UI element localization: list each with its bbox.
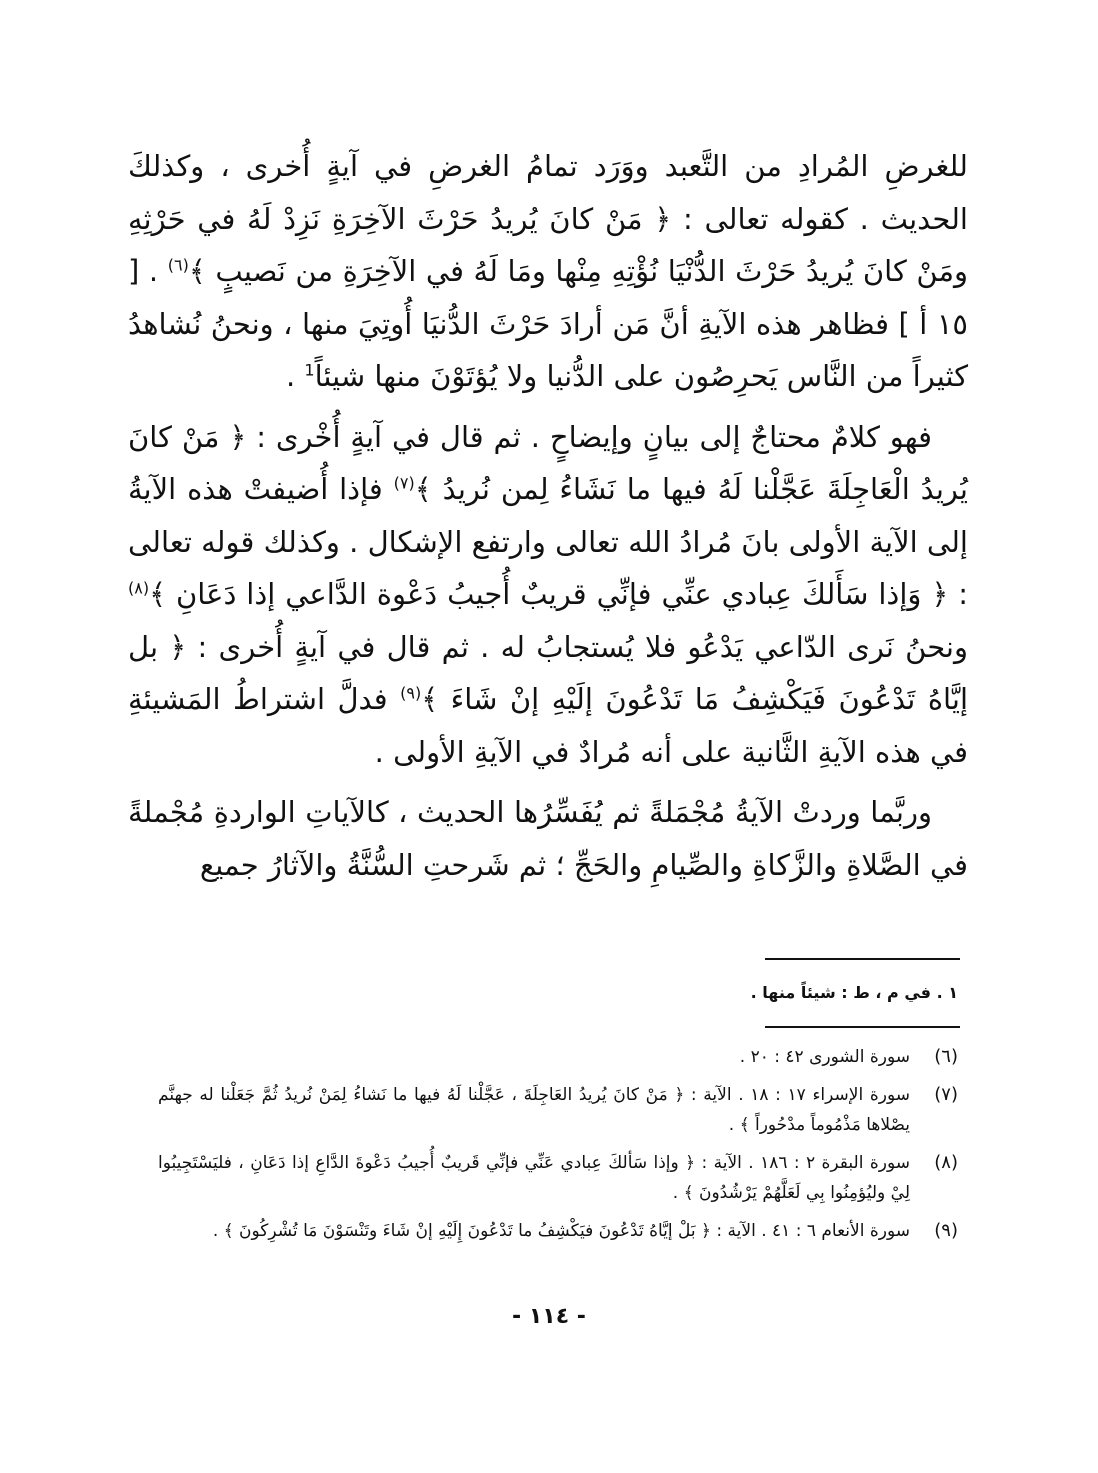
footnote-text: سورة البقرة ٢ : ١٨٦ . الآية : ﴿ وإذا سَألكَ عِبادي عَنِّي فإنِّي قَريبٌ أُجيبُ دَعْوةَ الدَّاعِ إذا دَعَانِ ، فليَسْتَجِيبُوا لِيْ وليُؤمِنُوا بِي لَعَلَّهُمْ يَرْشُدُونَ ﴾ .	[158, 1153, 910, 1203]
footnotes-separator	[765, 1026, 960, 1028]
footnote-ref-7: (٧)	[393, 473, 415, 493]
footnote-text: سورة الأنعام ٦ : ٤١ . الآية : ﴿ بَلْ إيَّاهُ تَدْعُونَ فيَكْشِفُ ما تَدْعُونَ إِلَيْهِ إنْ شَاءَ وتَنْسَوْنَ مَا تُشْرِكُونَ ﴾ .	[212, 1221, 910, 1241]
paragraph-2-text-b: فإذا أُضيفتْ هذه الآيةُ إلى الآية الأولى بانَ مُرادُ الله تعالى وارتفع الإشكال . وكذلك قوله تعالى : ﴿ وَإذا سَأَلكَ عِبادي عنِّي فإنِّي قريبٌ أُجيبُ دَعْوة الدَّاعي إذا دَعَانِ ﴾	[128, 472, 968, 611]
page-number: - ١١٤ -	[512, 1304, 586, 1329]
footnote-ref-6: (٦)	[167, 255, 189, 275]
footnote-number: (٩)	[934, 1220, 958, 1241]
tahqiq-separator	[765, 958, 960, 960]
paragraph-1-text-b: . [ ١٥ أ ] فظاهر هذه الآيةِ أنَّ مَن أرادَ حَرْثَ الدُّنيَا أُوتِيَ منها ، ونحنُ نُشاهدُ كثيراً من النَّاس يَحرِصُون على الدُّنيا ولا يُؤتَوْنَ منها شيئاً	[128, 254, 968, 393]
footnote-item	[158, 1042, 958, 1072]
paragraph-2-text-a: فهو كلامٌ محتاجٌ إلى بيانٍ وإيضاحٍ . ثم قال في آيةٍ أُخْرى : ﴿ مَنْ كانَ يُريدُ الْعَاجِلَةَ عَجَّلْنا لَهُ فيها ما نَشَاءُ لِمن نُريدُ ﴾	[128, 419, 969, 506]
footnote-ref-8: (٨)	[128, 578, 150, 598]
footnotes	[158, 1042, 958, 1254]
footnote-number: (٧)	[934, 1084, 958, 1105]
footnote-item	[158, 1080, 958, 1140]
footnote-number: (٦)	[934, 1046, 958, 1067]
footnote-item	[158, 1148, 958, 1208]
tahqiq-marker: 1	[304, 360, 315, 380]
footnote-number: (٨)	[934, 1152, 958, 1173]
paragraph-3: وربَّما وردتْ الآيةُ مُجْمَلةً ثم يُفَسِّرُها الحديث ، كالآياتِ الواردةِ مُجْملةً في الصَّلاةِ والزَّكاةِ والصِّيامِ والحَجِّ ؛ ثم شَرحتِ السُّنَّةُ والآثارُ جميع	[128, 795, 968, 882]
footnote-text: سورة الإسراء ١٧ : ١٨ . الآية : ﴿ مَنْ كانَ يُريدُ العَاجِلَةَ ، عَجَّلْنا لَهُ فيها ما نَشاءُ لِمَنْ نُريدُ ثُمَّ جَعَلْنا له جهنَّم يصْلاها مَذْمُوماً مدْحُوراً ﴾ .	[158, 1085, 910, 1135]
footnote-item	[158, 1216, 958, 1246]
paragraph-1	[128, 140, 968, 403]
footnote-ref-9: (٩)	[400, 683, 422, 703]
paragraph-2-text-d: فدلَّ اشتراطُ المَشيئةِ في هذه الآيةِ الثَّانية على أنه مُرادٌ في الآيةِ الأولى .	[128, 682, 968, 769]
main-text	[128, 140, 968, 899]
footnote-text: سورة الشورى ٤٢ : ٢٠ .	[739, 1047, 910, 1067]
tahqiq-note: ١ . في م ، ط : شيئاً منها .	[750, 983, 958, 1002]
paragraph-1-end: .	[285, 359, 305, 393]
paragraph-1-text-a: للغرضِ المُرادِ من التَّعبد ووَرَد تمامُ الغرضِ في آيةٍ أُخرى ، وكذلكَ الحديث . كقوله تعالى : ﴿ مَنْ كانَ يُريدُ حَرْثَ الآخِرَةِ نَزِدْ لَهُ في حَرْثِهِ ومَنْ كانَ يُريدُ حَرْثَ الدُّنْيَا نُؤْتِهِ مِنْها ومَا لَهُ في الآخِرَةِ من نَصيبٍ ﴾	[128, 149, 969, 288]
paragraph-2	[128, 411, 968, 779]
paragraph-2-text-c: ونحنُ نَرى الدّاعي يَدْعُو فلا يُستجابُ له . ثم قال في آيةٍ أُخرى : ﴿ بل إيَّاهُ تَدْعُونَ فَيَكْشِفُ مَا تَدْعُونَ إلَيْهِ إنْ شَاءَ ﴾	[128, 629, 968, 716]
